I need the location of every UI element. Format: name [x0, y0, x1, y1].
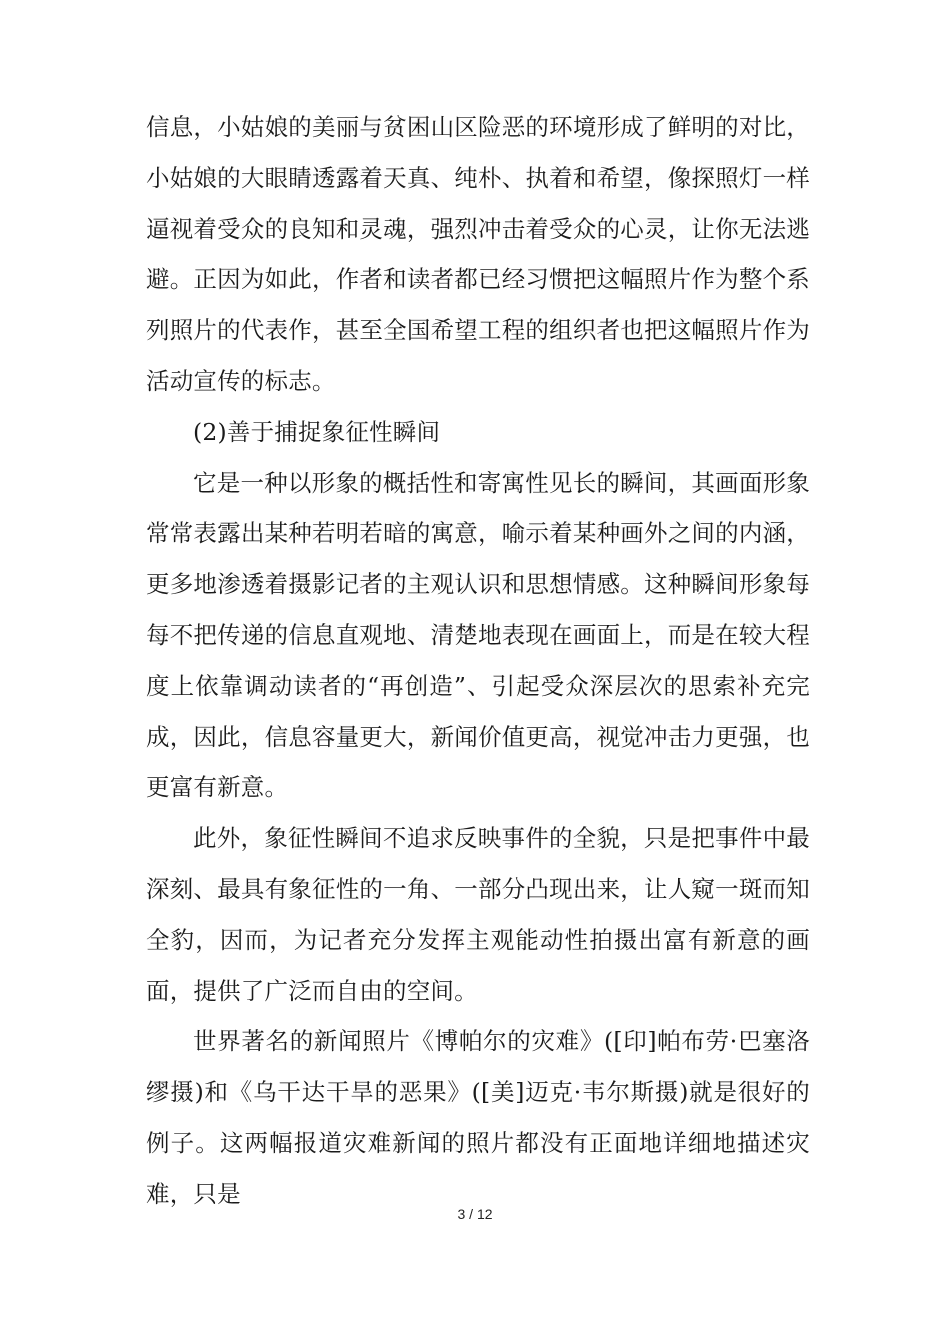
paragraph-2: 它是一种以形象的概括性和寄寓性见长的瞬间，其画面形象常常表露出某种若明若暗的寓意，喻示着某种画外之间的内涵，更多地渗透着摄影记者的主观认识和思想情感。这种瞬间形象每每不把传递的信息直观地、清楚地表现在画面上，而是在较大程度上依靠调动读者的“再创造”、引起受众深层次的思索补充完成，因此，信息容量更大，新闻价值更高，视觉冲击力更强，也更富有新意。	[146, 468, 810, 802]
section-heading: (2)善于捕捉象征性瞬间	[193, 417, 441, 446]
paragraph-1: 信息，小姑娘的美丽与贫困山区险恶的环境形成了鲜明的对比，小姑娘的大眼睛透露着天真、纯朴、执着和希望，像探照灯一样逼视着受众的良知和灵魂，强烈冲击着受众的心灵，让你无法逃避。正因为如此，作者和读者都已经习惯把这幅照片作为整个系列照片的代表作，甚至全国希望工程的组织者也把这幅照片作为活动宣传的标志。	[146, 113, 810, 395]
page-number: 3 / 12	[457, 1206, 493, 1222]
document-body	[146, 102, 810, 1220]
paragraph-4: 世界著名的新闻照片《博帕尔的灾难》([印]帕布劳·巴塞洛缪摄)和《乌干达干旱的恶果》([美]迈克·韦尔斯摄)就是很好的例子。这两幅报道灾难新闻的照片都没有正面地详细地描述灾难，只是	[146, 1027, 810, 1208]
paragraph-3: 此外，象征性瞬间不追求反映事件的全貌，只是把事件中最深刻、最具有象征性的一角、一部分凸现出来，让人窥一斑而知全豹，因而，为记者充分发挥主观能动性拍摄出富有新意的画面，提供了广泛而自由的空间。	[146, 824, 810, 1005]
